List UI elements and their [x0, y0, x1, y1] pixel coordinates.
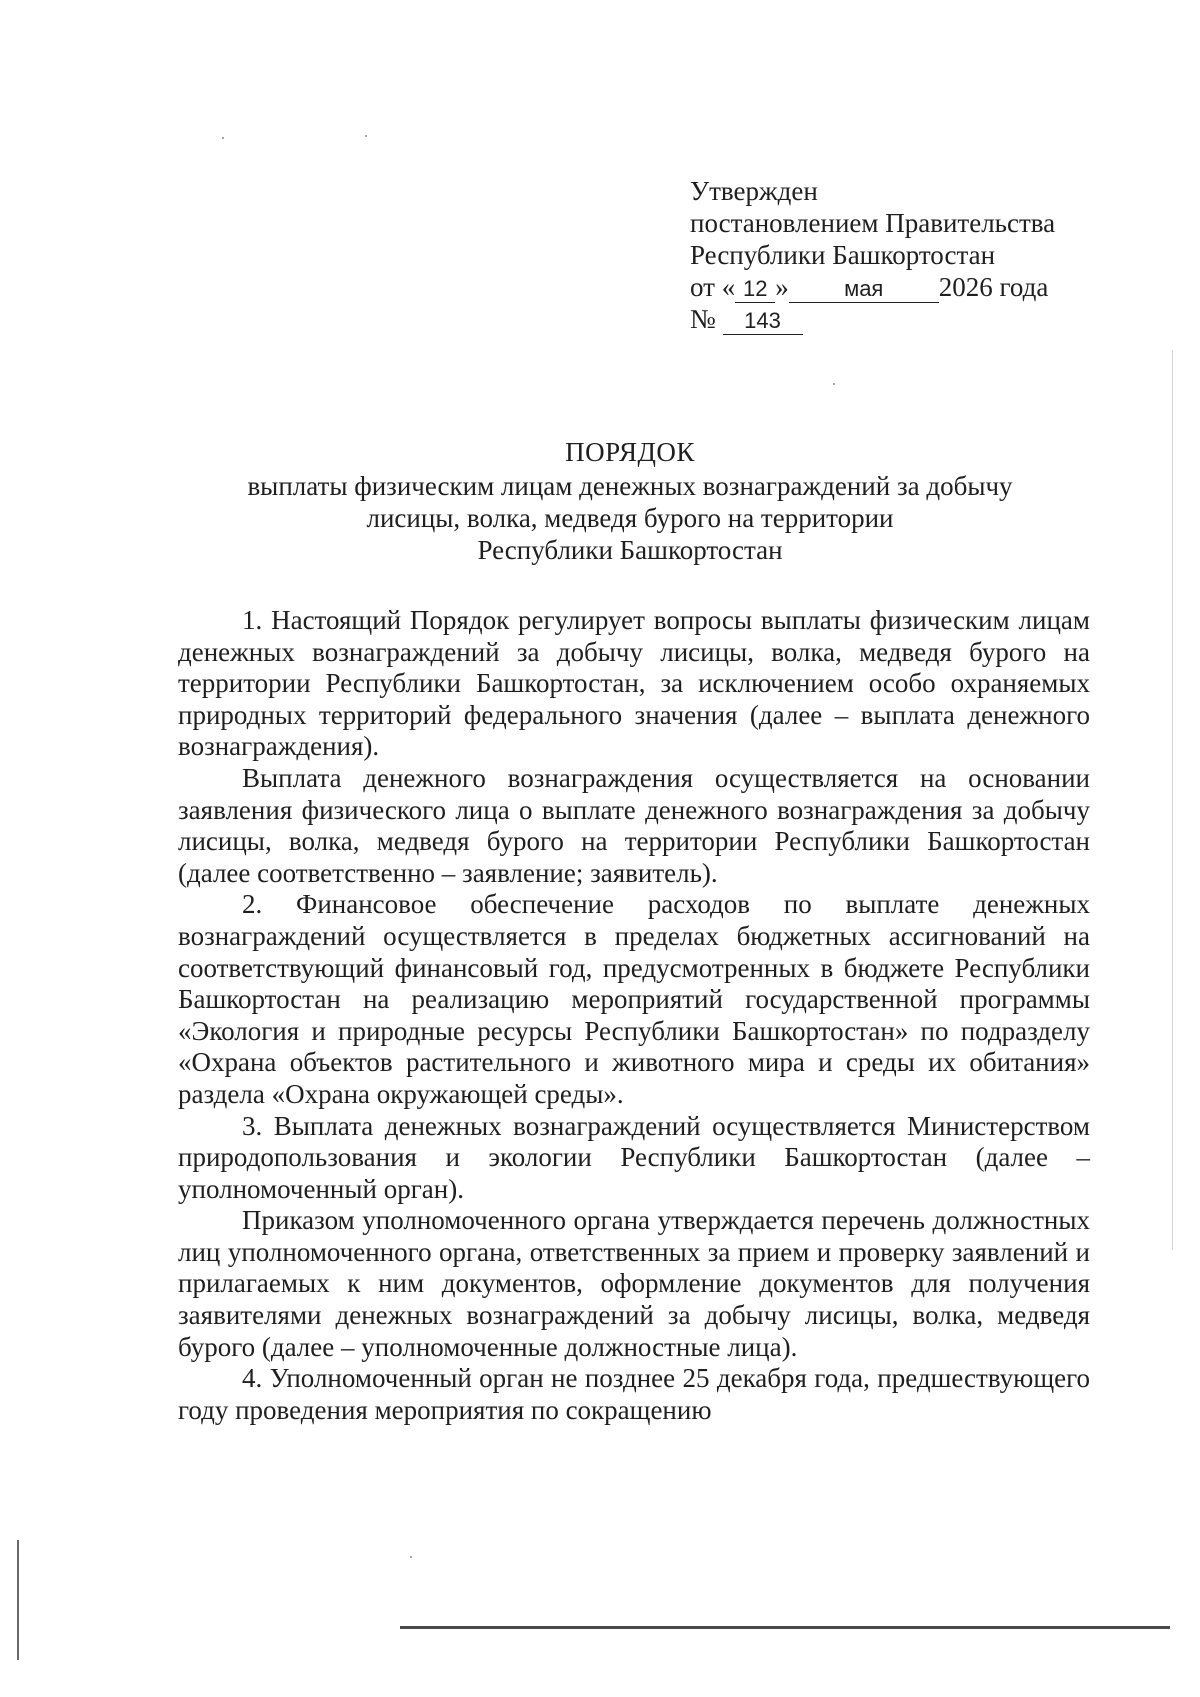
- date-prefix: от «: [690, 272, 736, 302]
- approval-line-1: Утвержден: [690, 176, 818, 206]
- scan-edge-line: [400, 1626, 1170, 1629]
- approval-number: [690, 303, 1055, 335]
- title-main: ПОРЯДОК: [565, 437, 695, 467]
- number-prefix: №: [690, 304, 716, 334]
- date-day: 12: [735, 276, 775, 303]
- paragraph: 4. Уполномоченный орган не позднее 25 декабря года, предшествующего году проведения мероприятия по сокращению: [178, 1363, 1090, 1425]
- paragraph: Выплата денежного вознаграждения осуществляется на основании заявления физического лица о выплате денежного вознаграждения за добычу лисицы, волка, медведя бурого на территории Республики Башкортостан (далее соответственно – заявление; заявитель).: [178, 762, 1090, 888]
- title-line-1: выплаты физическим лицам денежных вознаграждений за добычу: [247, 471, 1013, 501]
- date-mid: »: [775, 272, 789, 302]
- scan-speck: [410, 1556, 412, 1558]
- title-line-3: Республики Башкортостан: [477, 535, 783, 565]
- number-value: 143: [723, 308, 803, 335]
- paragraph: 1. Настоящий Порядок регулирует вопросы выплаты физическим лицам денежных вознаграждений за добычу лисицы, волка, медведя бурого на территории Республики Башкортостан, за исключением особо охраняемых природных территорий федерального значения (далее – выплата денежного вознаграждения).: [178, 605, 1090, 762]
- scan-right-edge: [1172, 350, 1173, 1250]
- date-year: 2026 года: [938, 272, 1049, 302]
- scan-speck: [222, 137, 224, 139]
- scan-speck: [833, 383, 835, 385]
- title-line-2: лисицы, волка, медведя бурого на территории: [366, 503, 894, 533]
- date-month: мая: [789, 276, 939, 303]
- scan-speck: [365, 135, 367, 137]
- document-title: [170, 436, 1090, 566]
- scan-left-edge: [17, 1540, 19, 1660]
- approval-stamp: [690, 175, 1055, 335]
- approval-date: [690, 271, 1055, 303]
- approval-line-2: постановлением Правительства: [690, 208, 1056, 238]
- paragraph: 2. Финансовое обеспечение расходов по выплате денежных вознаграждений осуществляется в пределах бюджетных ассигнований на соответствующий финансовый год, предусмотренных в бюджете Республики Башкортостан на реализацию мероприятий государственной программы «Экология и природные ресурсы Республики Башкортостан» по подразделу «Охрана объектов растительного и животного мира и среды их обитания» раздела «Охрана окружающей среды».: [178, 889, 1090, 1109]
- document-body: [178, 605, 1090, 1426]
- approval-line-3: Республики Башкортостан: [690, 240, 996, 270]
- paragraph: 3. Выплата денежных вознаграждений осуществляется Министерством природопользования и экологии Республики Башкортостан (далее – уполномоченный орган).: [178, 1110, 1090, 1204]
- paragraph: Приказом уполномоченного органа утверждается перечень должностных лиц уполномоченного органа, ответственных за прием и проверку заявлений и прилагаемых к ним документов, оформление документов для получения заявителями денежных вознаграждений за добычу лисицы, волка, медведя бурого (далее – уполномоченные должностные лица).: [178, 1205, 1090, 1362]
